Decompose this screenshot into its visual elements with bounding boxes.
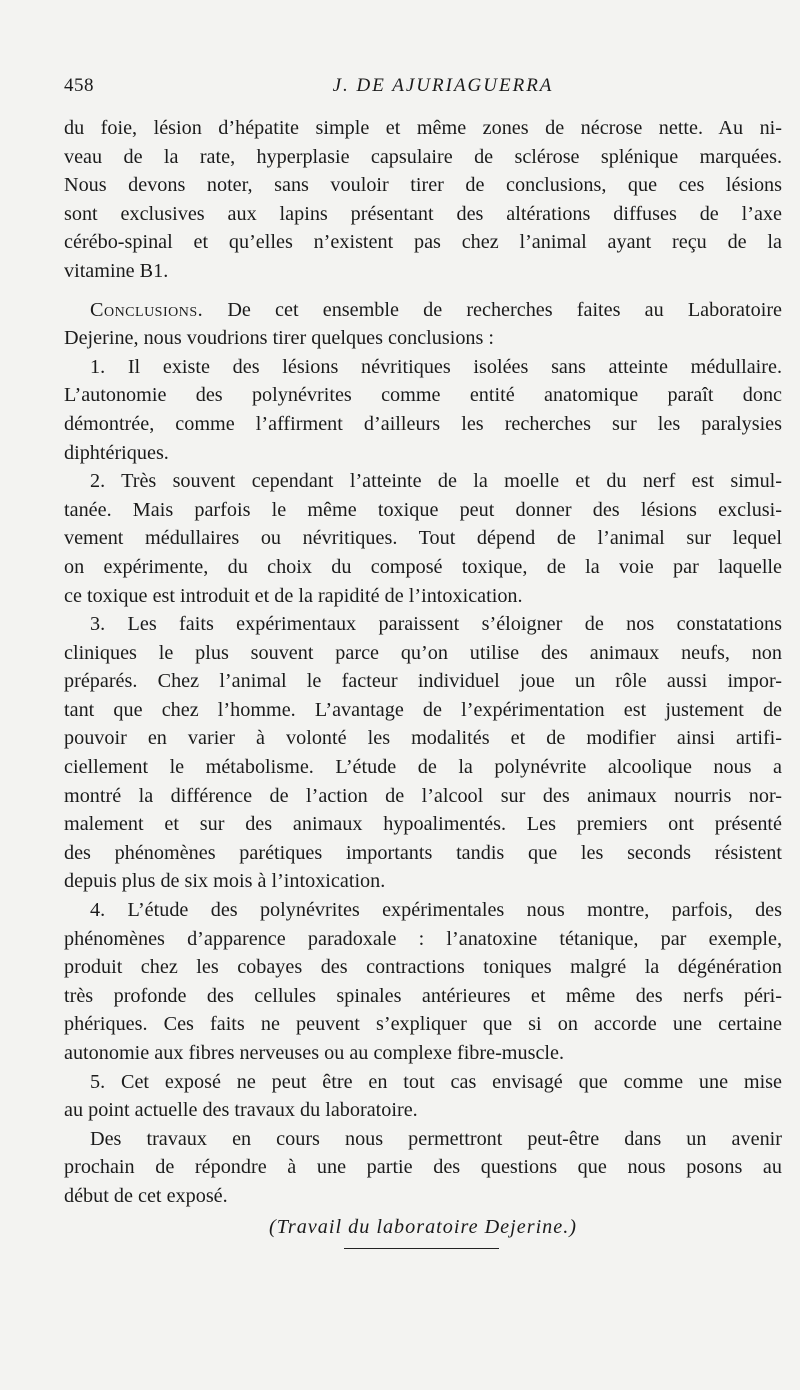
text-line: du foie, lésion d’hépatite simple et même zones de nécrose nette. Au ni- [64,117,782,139]
text-line: Des travaux en cours nous permettront peut-être dans un avenir [90,1127,782,1150]
text-line: démontrée, comme l’affirment d’ailleurs les recherches sur les paralysies [64,412,782,435]
paragraph-future-work [64,1125,782,1211]
text-line: depuis plus de six mois à l’intoxication. [64,870,386,893]
text-line: montré la différence de l’action de l’alcool sur des animaux nourris nor- [64,784,782,807]
text-line: 2. Très souvent cependant l’atteinte de la moelle et du nerf est simul- [90,470,782,493]
paragraph-conclusion-2 [64,467,782,610]
text-line: très profonde des cellules spinales antérieures et même des nerfs péri- [64,984,782,1007]
text-line: produit chez les cobayes des contractions toniques malgré la dégénération [64,956,782,979]
text-line: début de cet exposé. [64,1184,228,1207]
conclusions-heading: Conclusions. [90,298,204,321]
text-line: 4. L’étude des polynévrites expérimentales nous montre, parfois, des [90,899,782,922]
text-line: tant que chez l’homme. L’avantage de l’expérimentation est justement de [64,698,782,721]
text-line: phénomènes d’apparence paradoxale : l’anatoxine tétanique, par exemple, [64,927,782,950]
text-line: on expérimente, du choix du composé toxique, de la voie par laquelle [64,555,782,578]
text-line: vement médullaires ou névritiques. Tout dépend de l’animal sur lequel [64,527,782,550]
text-line: Nous devons noter, sans vouloir tirer de conclusions, que ces lésions [64,174,782,197]
text-line: phériques. Ces faits ne peuvent s’expliquer que si on accorde une certaine [64,1013,782,1036]
text-line: sont exclusives aux lapins présentant des altérations diffuses de l’axe [64,202,782,225]
text-line: 3. Les faits expérimentaux paraissent s’éloigner de nos constatations [90,613,782,636]
page-number: 458 [64,75,94,96]
text-line: veau de la rate, hyperplasie capsulaire de sclérose splénique marquées. [64,145,782,168]
text-line: prochain de répondre à une partie des questions que nous posons au [64,1156,782,1179]
article-body [64,114,782,1241]
text-line: autonomie aux fibres nerveuses ou au complexe fibre-muscle. [64,1042,565,1064]
text-line: diphtériques. [64,441,169,464]
text-line: Dejerine, nous voudrions tirer quelques conclusions : [64,327,495,350]
text-line: L’autonomie des polynévrites comme entité anatomique paraît donc [64,384,782,407]
paragraph-conclusion-5 [64,1068,782,1125]
end-rule [344,1248,499,1249]
text-line: ciellement le métabolisme. L’étude de la polynévrite alcoolique nous a [64,756,782,779]
paragraph-conclusion-1 [64,353,782,467]
paragraph-conclusions-intro [64,296,782,353]
laboratory-attribution: (Travail du laboratoire Dejerine.) [269,1215,577,1238]
text-line: au point actuelle des travaux du laboratoire. [64,1099,418,1122]
text-line: vitamine B1. [64,259,169,282]
text-line: Conclusions. De cet ensemble de recherches faites au Laboratoire [90,298,782,321]
text-line: 5. Cet exposé ne peut être en tout cas envisagé que comme une mise [90,1070,782,1093]
text-line: des phénomènes parétiques importants tandis que les seconds résistent [64,841,782,864]
text-line: cérébo-spinal et qu’elles n’existent pas chez l’animal ayant reçu de la [64,231,782,254]
text-line: ce toxique est introduit et de la rapidité de l’intoxication. [64,584,523,607]
page-header [64,74,782,98]
text-line: préparés. Chez l’animal le facteur individuel joue un rôle aussi impor- [64,670,782,693]
paragraph-lesions [64,114,782,286]
text-line: cliniques le plus souvent parce qu’on utilise des animaux neufs, non [64,641,782,664]
text-line: 1. Il existe des lésions névritiques isolées sans atteinte médullaire. [90,355,782,378]
running-title: J. DE AJURIAGUERRA [332,75,554,96]
text-line: pouvoir en varier à volonté les modalités et de modifier ainsi artifi- [64,727,782,750]
paragraph-conclusion-4 [64,896,782,1068]
text-line: tanée. Mais parfois le même toxique peut donner des lésions exclusi- [64,498,782,521]
paragraph-conclusion-3 [64,610,782,896]
text-line: malement et sur des animaux hypoalimentés. Les premiers ont présenté [64,813,782,836]
